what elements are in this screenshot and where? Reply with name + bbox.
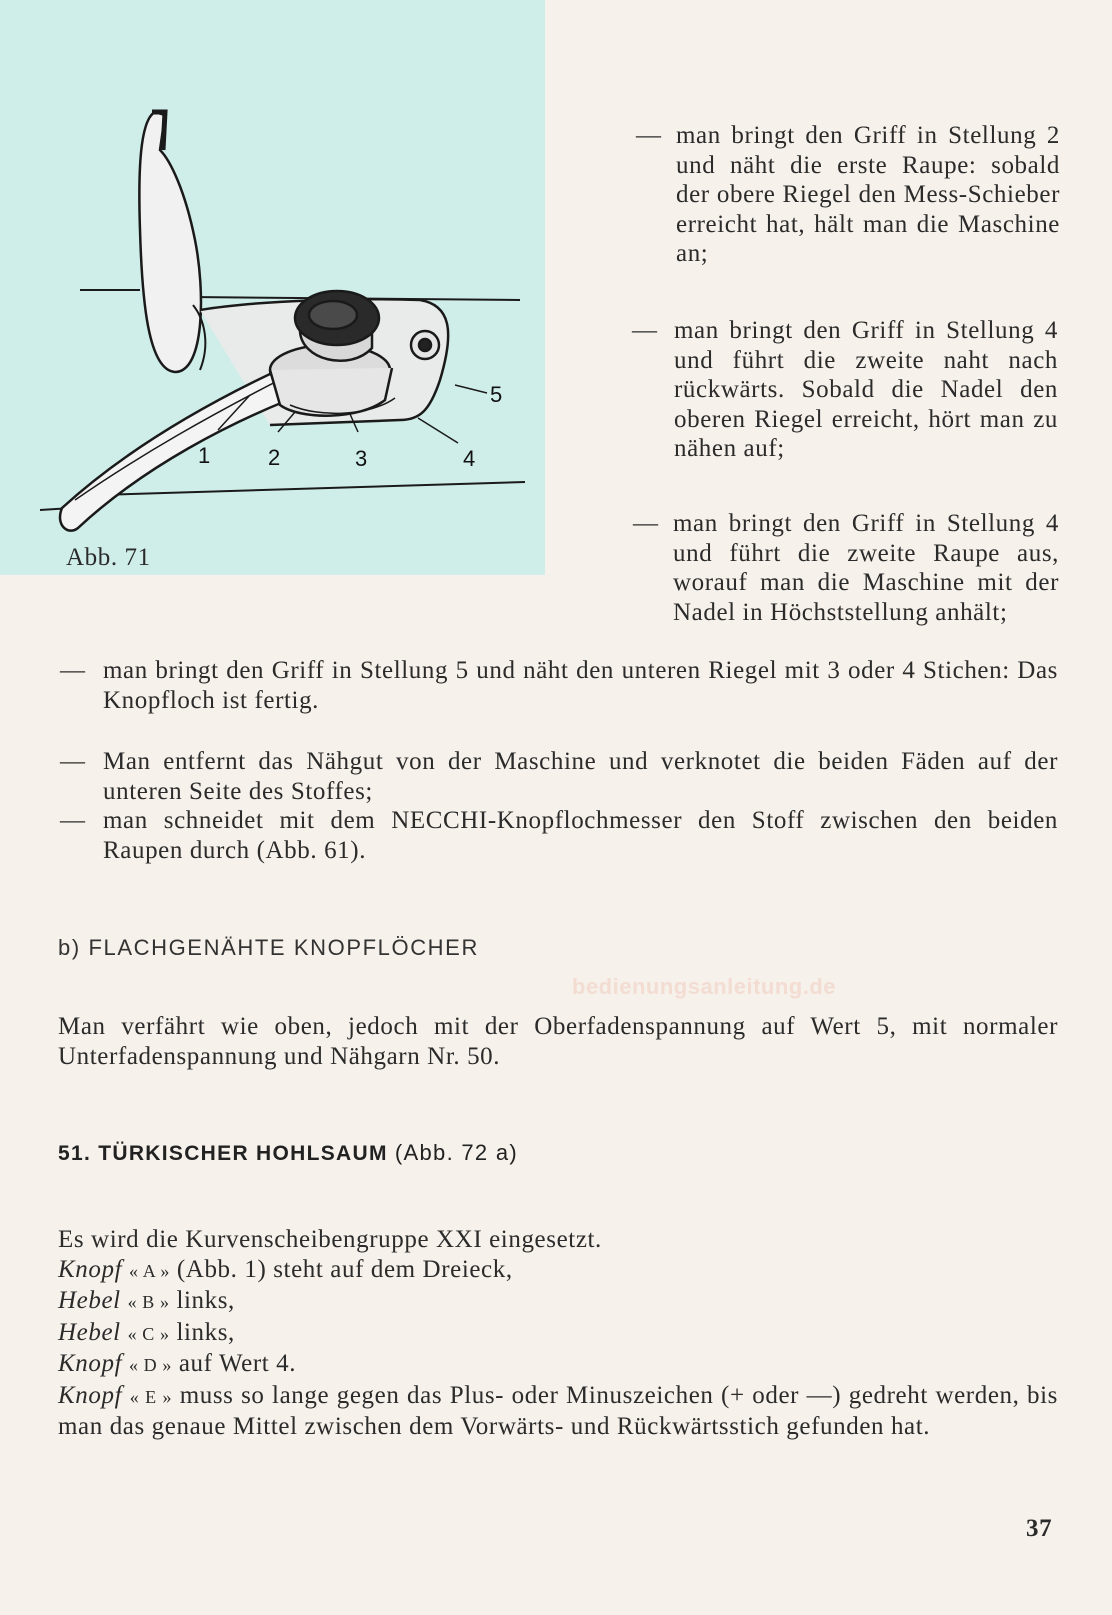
setting-key: « C »	[127, 1323, 170, 1344]
figure-label-1: 1	[198, 443, 211, 468]
list-item-text: Man entfernt das Nähgut von der Maschine und verknotet die beiden Fäden auf der unteren Seite des Stoffes;	[103, 748, 1058, 805]
list-dash: —	[60, 657, 86, 684]
setting-key: « A »	[128, 1260, 170, 1281]
list-dash: —	[636, 122, 662, 149]
list-dash: —	[60, 748, 86, 775]
section-heading-51	[58, 1140, 518, 1166]
setting-key: « E »	[129, 1386, 173, 1407]
section-title: TÜRKISCHER HOHLSAUM	[98, 1142, 388, 1165]
watermark: bedienungsanleitung.de	[572, 974, 837, 999]
knob-lever-illustration	[0, 0, 545, 575]
figure-caption: Abb. 71	[66, 544, 151, 571]
section-51-body	[58, 1225, 1058, 1442]
setting-text: auf Wert 4.	[178, 1350, 297, 1377]
page-number: 37	[1026, 1515, 1053, 1542]
setting-label: Knopf	[58, 1255, 123, 1283]
section-number: 51.	[58, 1142, 92, 1165]
list-item-text: man bringt den Griff in Stellung 5 und näht den unteren Riegel mit 3 oder 4 Stichen: Das Knopfloch ist fertig.	[103, 657, 1058, 714]
list-dash: —	[632, 317, 658, 344]
figure-label-5: 5	[490, 382, 503, 407]
setting-key: « B »	[127, 1292, 170, 1312]
setting-text: links,	[176, 1287, 235, 1314]
setting-text: links,	[176, 1318, 235, 1346]
intro-line: Es wird die Kurvenscheibengruppe XXI eingesetzt.	[58, 1226, 602, 1253]
setting-label: Knopf	[58, 1350, 123, 1377]
setting-line	[58, 1286, 1058, 1318]
section-heading-b: b) FLACHGENÄHTE KNOPFLÖCHER	[58, 935, 479, 960]
figure-label-3: 3	[355, 446, 368, 471]
section-figure-ref: (Abb. 72 a)	[394, 1140, 519, 1165]
setting-line	[58, 1318, 1058, 1350]
knopf-e-paragraph	[58, 1381, 1058, 1442]
setting-text: muss so lange gegen das Plus- oder Minuszeichen (+ oder —) gedreht werden, bis man das genaue Mittel zwischen dem Vorwärts- und Rückwärtsstich gefunden hat.	[58, 1381, 1059, 1440]
figure-abb-71	[0, 0, 545, 575]
setting-key: « D »	[128, 1355, 172, 1375]
setting-text: (Abb. 1) steht auf dem Dreieck,	[176, 1255, 513, 1283]
setting-line	[58, 1255, 1058, 1287]
list-item-text: man bringt den Griff in Stellung 2 und näht die erste Raupe: sobald der obere Riegel den Mess-Schieber erreicht hat, hält man die Maschine an;	[676, 122, 1060, 267]
setting-label: Knopf	[58, 1381, 123, 1409]
list-dash: —	[60, 807, 86, 834]
list-item-text: man bringt den Griff in Stellung 4 und führt die zweite Raupe aus, worauf man die Maschine mit der Nadel in Höchststellung anhält;	[673, 510, 1059, 626]
figure-label-4: 4	[463, 446, 476, 471]
setting-label: Hebel	[58, 1287, 121, 1314]
list-item-text: man bringt den Griff in Stellung 4 und führt die zweite naht nach rückwärts. Sobald die Nadel den oberen Riegel erreicht, hört man zu nähen auf;	[674, 317, 1058, 462]
list-item-text: man schneidet mit dem NECCHI-Knopflochmesser den Stoff zwischen den beiden Raupen durch (Abb. 61).	[103, 807, 1058, 864]
setting-line	[58, 1349, 1058, 1381]
setting-label: Hebel	[58, 1318, 121, 1346]
figure-label-2: 2	[268, 445, 281, 470]
list-dash: —	[633, 510, 659, 537]
section-b-text: Man verfährt wie oben, jedoch mit der Oberfadenspannung auf Wert 5, mit normaler Unterfadenspannung und Nähgarn Nr. 50.	[58, 1013, 1058, 1070]
